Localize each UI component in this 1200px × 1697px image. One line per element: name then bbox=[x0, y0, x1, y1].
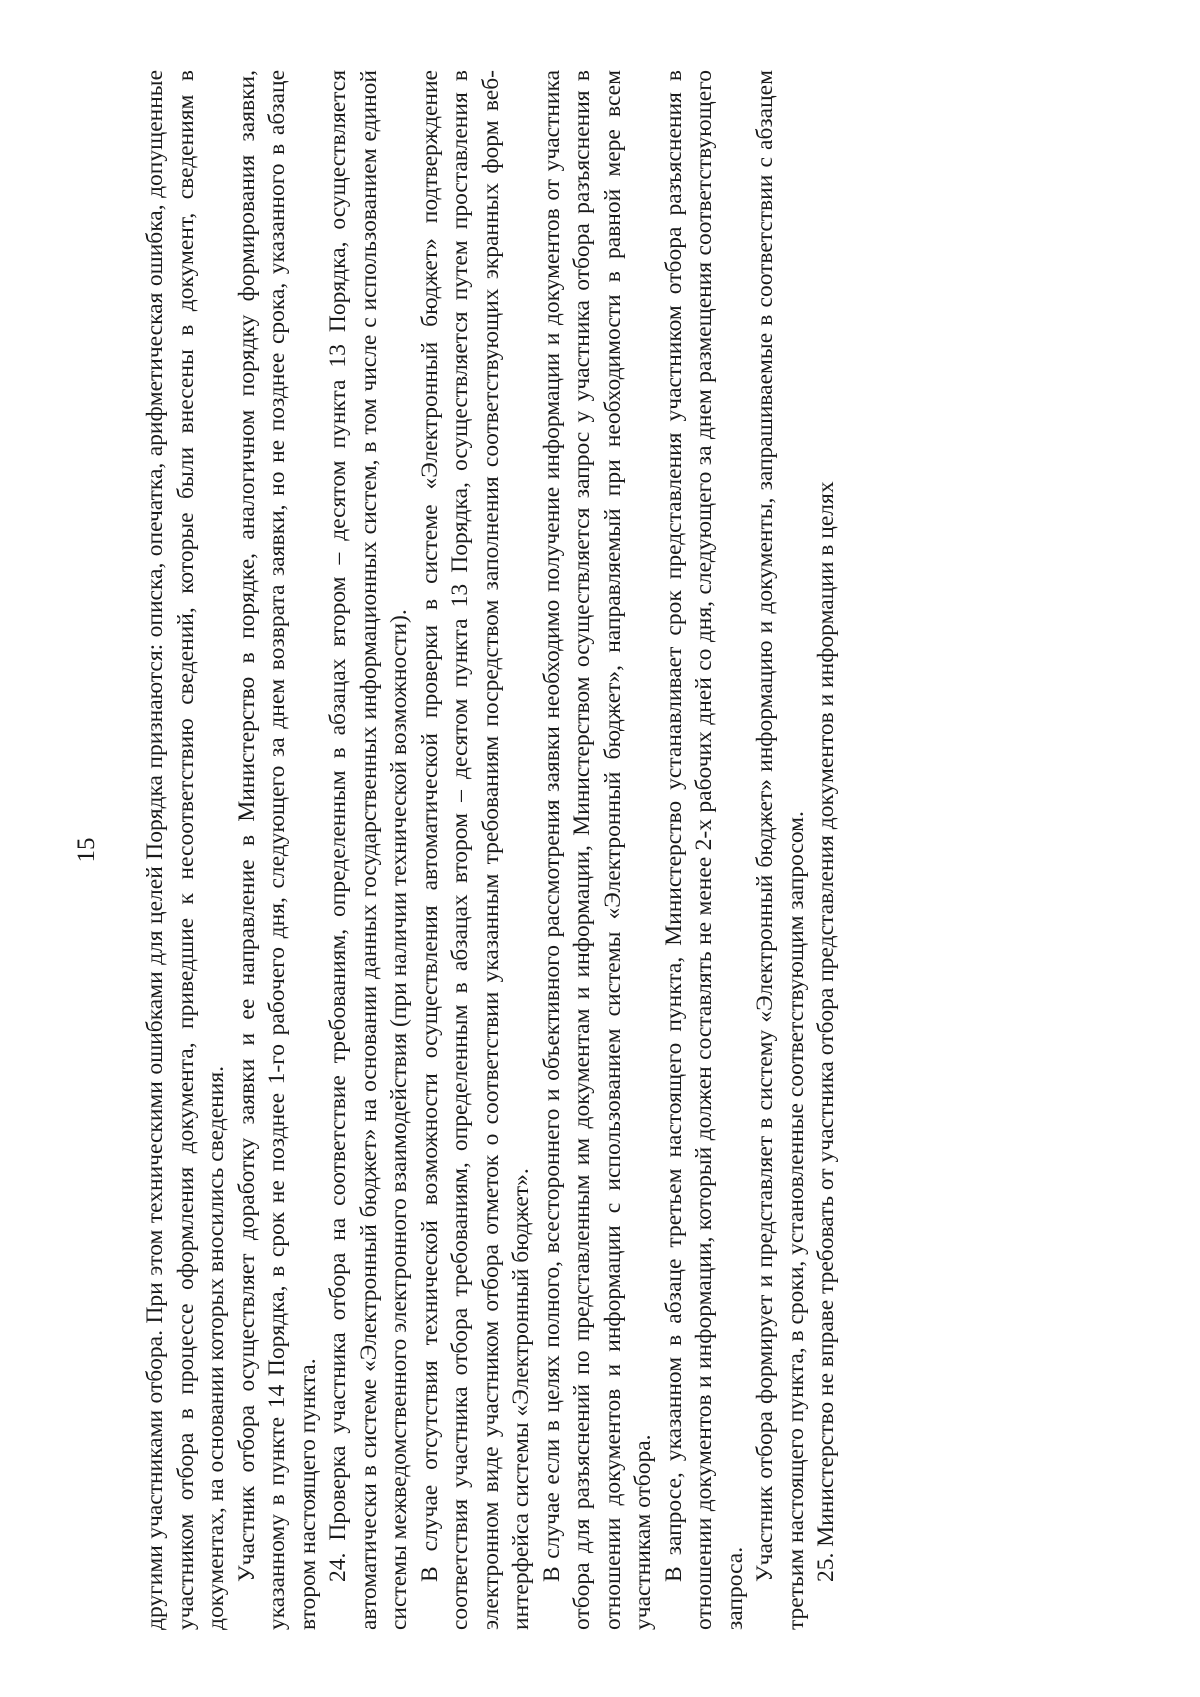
paragraph: Участник отбора осуществляет доработку заявки и ее направление в Министерство в порядке, аналогичном порядку формирования заявки, указанному в пункте 14 Порядка, в срок не позднее 1-го рабочего дня, следующего за днем возврата заявки, но не позднее срока, указанного в абзаце втором настоящего пункта. bbox=[233, 70, 321, 1630]
paragraph: другими участниками отбора. При этом техническими ошибками для целей Порядка признаются: описка, опечатка, арифметическая ошибка, допущенные участником отбора в процессе оформления документа, приведшие к несоответствию сведений, которые были внесены в документ, сведениям в документах, на основании которых вносились сведения. bbox=[142, 70, 229, 1630]
paragraph: В случае если в целях полного, всестороннего и объективного рассмотрения заявки необходимо получение информации и документов от участника отбора для разъяснений по представленным им документам и информации, Министерством осуществляется запрос у участника отбора разъяснения в отношении документов и информации с использованием системы «Электронный бюджет», направляемый при необходимости в равной мере всем участникам отбора. bbox=[538, 70, 656, 1630]
paragraph: 24. Проверка участника отбора на соответствие требованиям, определенным в абзацах втором – десятом пункта 13 Порядка, осуществляется автоматически в системе «Электронный бюджет» на основании данных государственных информационных систем, в том числе с использованием единой системы межведомственного электронного взаимодействия (при наличии технической возможности). bbox=[325, 70, 412, 1630]
paragraph: 25. Министерство не вправе требовать от участника отбора представления документов и информации в целях bbox=[813, 481, 839, 1582]
paragraph: В случае отсутствия технической возможности осуществления автоматической проверки в системе «Электронный бюджет» подтверждение соответствия участника отбора требованиям, определенным в абзацах втором – десятом пункта 13 Порядка, осуществляется путем проставления в электронном виде участником отбора отметок о соответствии указанным требованиям посредством заполнения соответствующих экранных форм веб-интерфейса системы «Электронный бюджет». bbox=[416, 70, 534, 1630]
paragraph: Участник отбора формирует и представляет в систему «Электронный бюджет» информацию и документы, запрашиваемые в соответствии с абзацем третьим настоящего пункта, в сроки, установленные соответствующим запросом. bbox=[752, 70, 809, 1630]
rotated-content bbox=[73, 70, 1040, 1630]
body-text bbox=[140, 70, 842, 1630]
paragraph: В запросе, указанном в абзаце третьем настоящего пункта, Министерство устанавливает срок представления участником отбора разъяснения в отношении документов и информации, который должен составлять не менее 2-х рабочих дней со дня, следующего за днем размещения соответствующего запроса. bbox=[660, 70, 748, 1630]
page-number: 15 bbox=[73, 837, 100, 863]
document-body bbox=[73, 70, 1040, 1630]
